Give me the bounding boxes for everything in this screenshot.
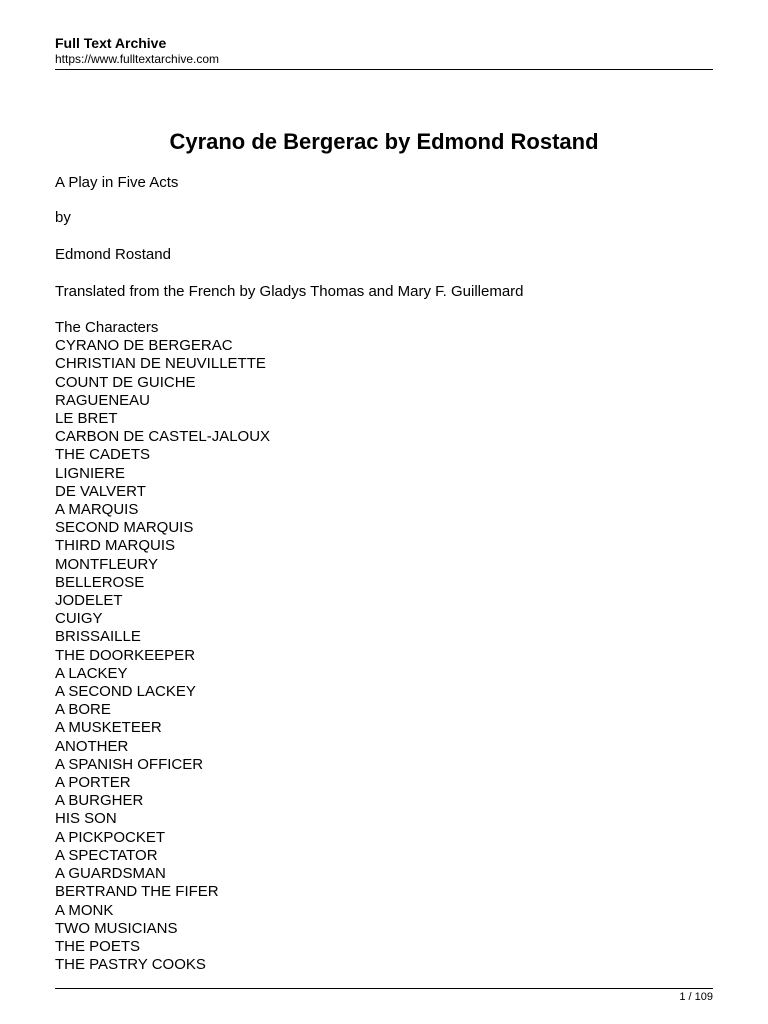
character-item: A SPANISH OFFICER bbox=[55, 755, 204, 773]
character-item: A PORTER bbox=[55, 774, 131, 792]
character-item: LIGNIERE bbox=[55, 464, 126, 482]
character-item: A PICKPOCKET bbox=[55, 828, 166, 846]
character-list bbox=[55, 319, 270, 974]
author-name: Edmond Rostand bbox=[55, 246, 171, 263]
document-subtitle: A Play in Five Acts bbox=[55, 174, 179, 191]
translator-line: Translated from the French by Gladys Thomas and Mary F. Guillemard bbox=[55, 283, 524, 300]
character-item: THIRD MARQUIS bbox=[55, 537, 175, 555]
character-item: JODELET bbox=[55, 592, 123, 610]
site-url[interactable]: https://www.fulltextarchive.com bbox=[55, 52, 220, 66]
character-item: TWO MUSICIANS bbox=[55, 919, 178, 937]
character-item: BRISSAILLE bbox=[55, 628, 141, 646]
character-item: CUIGY bbox=[55, 610, 103, 628]
footer-divider bbox=[55, 988, 713, 989]
character-item: COUNT DE GUICHE bbox=[55, 373, 196, 391]
character-item: A GUARDSMAN bbox=[55, 865, 166, 883]
character-item: A BORE bbox=[55, 701, 111, 719]
character-item: A MARQUIS bbox=[55, 501, 139, 519]
character-item: A MONK bbox=[55, 901, 114, 919]
character-item: LE BRET bbox=[55, 410, 118, 428]
character-item: BELLEROSE bbox=[55, 573, 145, 591]
character-item: CHRISTIAN DE NEUVILLETTE bbox=[55, 355, 266, 373]
site-name: Full Text Archive bbox=[55, 35, 167, 51]
character-item: SECOND MARQUIS bbox=[55, 519, 194, 537]
character-item: HIS SON bbox=[55, 810, 117, 828]
character-item: MONTFLEURY bbox=[55, 555, 159, 573]
character-item: THE CADETS bbox=[55, 446, 151, 464]
character-item: A LACKEY bbox=[55, 664, 128, 682]
character-item: A BURGHER bbox=[55, 792, 144, 810]
character-item: DE VALVERT bbox=[55, 482, 146, 500]
characters-heading: The Characters bbox=[55, 319, 159, 336]
character-item: THE PASTRY COOKS bbox=[55, 956, 206, 974]
page-indicator: 1 / 109 bbox=[679, 991, 713, 1003]
character-item: ANOTHER bbox=[55, 737, 129, 755]
by-line: by bbox=[55, 209, 71, 226]
character-item: A SECOND LACKEY bbox=[55, 683, 196, 701]
character-item: CARBON DE CASTEL-JALOUX bbox=[55, 428, 271, 446]
character-item: BERTRAND THE FIFER bbox=[55, 883, 219, 901]
character-item: THE DOORKEEPER bbox=[55, 646, 196, 664]
character-item: RAGUENEAU bbox=[55, 391, 151, 409]
page-header bbox=[55, 35, 713, 66]
character-item: A SPECTATOR bbox=[55, 846, 158, 864]
character-item: CYRANO DE BERGERAC bbox=[55, 337, 233, 355]
document-title: Cyrano de Bergerac by Edmond Rostand bbox=[169, 129, 599, 154]
character-item: A MUSKETEER bbox=[55, 719, 162, 737]
header-divider bbox=[55, 69, 713, 70]
character-item: THE POETS bbox=[55, 937, 141, 955]
